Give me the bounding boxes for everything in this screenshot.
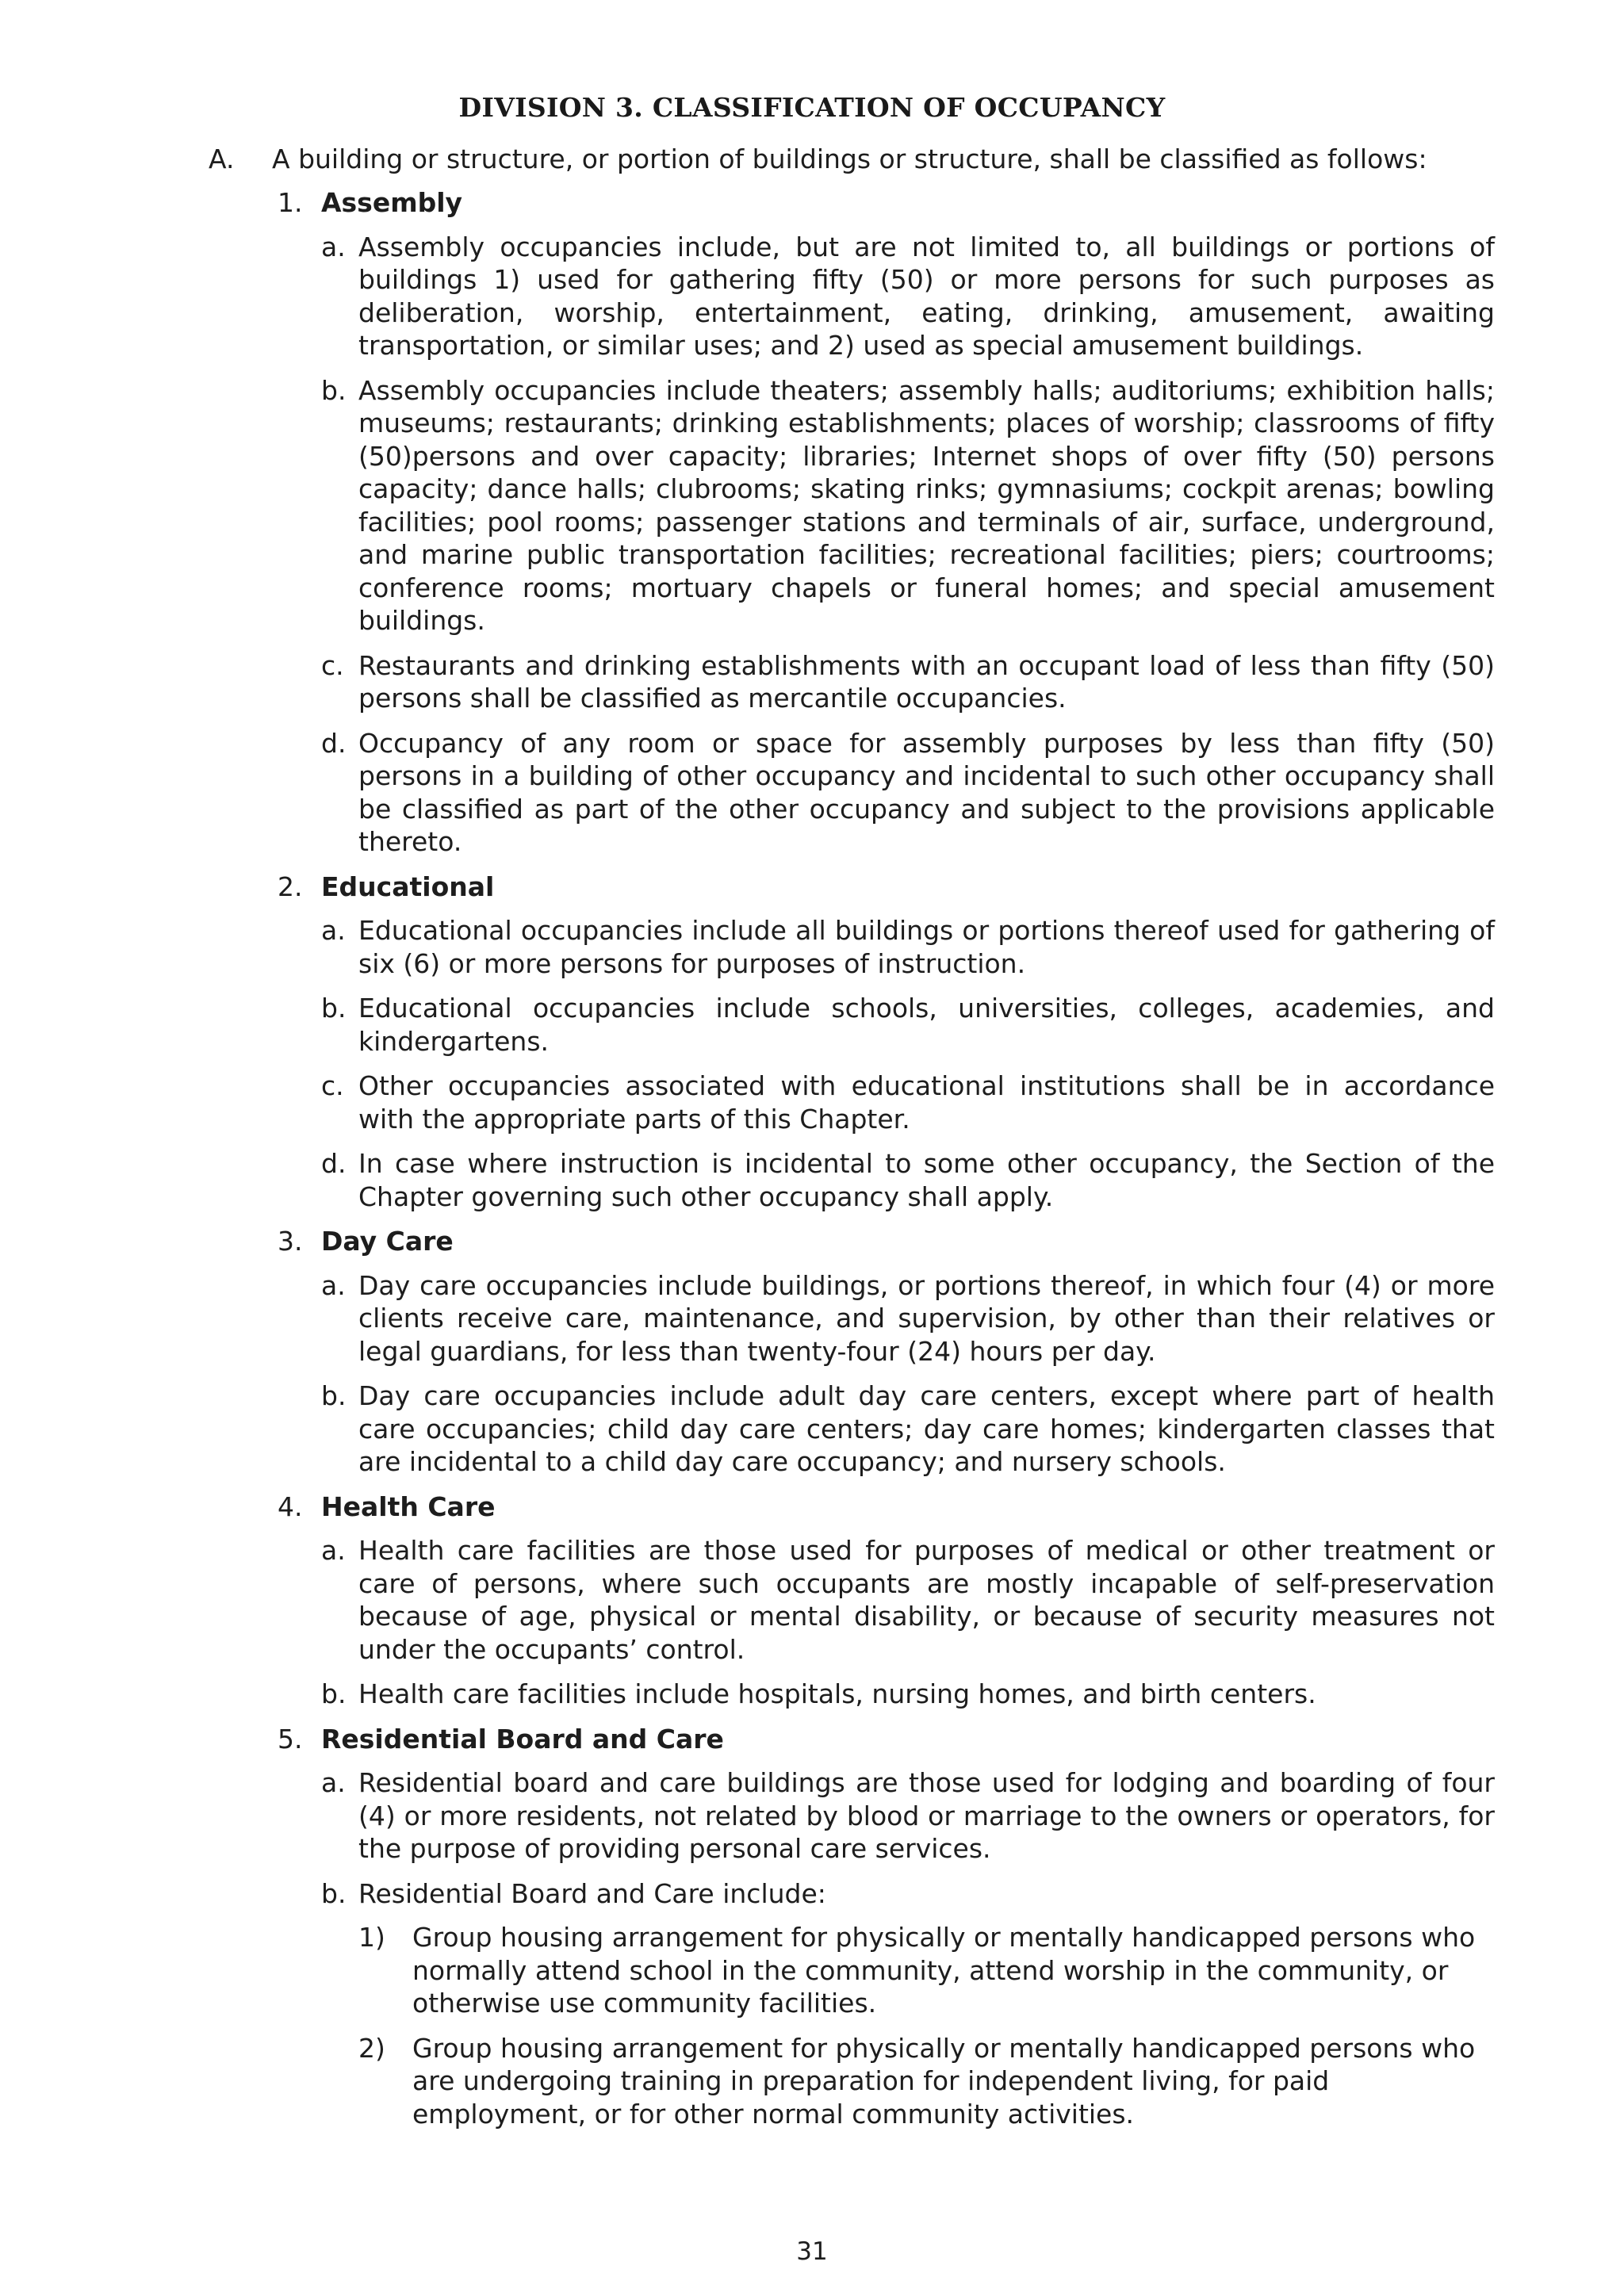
item-number: 4. (278, 1490, 303, 1522)
sub-marker: b. (321, 1380, 347, 1411)
nested-item (358, 2032, 1495, 2131)
sub-marker: a. (321, 1535, 346, 1566)
item-heading: Day Care (321, 1226, 454, 1257)
sub-marker: b. (321, 374, 347, 406)
sub-item (321, 1534, 1495, 1666)
sub-text: Assembly occupancies include, but are not limited to, all buildings or portions of buildings 1) used for gathering fifty (50) or more persons for such purposes as deliberation, worship, entertainment, eating, drinking, amusement, awaiting transportation, or similar uses; and 2) used as special amusement buildings. (358, 231, 1495, 361)
nested-list (358, 1921, 1495, 2130)
nested-marker: 2) (358, 2032, 385, 2064)
sub-marker: b. (321, 993, 347, 1024)
sub-marker: b. (321, 1678, 347, 1709)
item-number: 2. (278, 871, 303, 902)
sub-text: Assembly occupancies include theaters; assembly halls; auditoriums; exhibition halls; museums; restaurants; drinking establishments; places of worship; classrooms of fifty (50)persons and over capacity; libraries; Internet shops of over fifty (50) persons capacity; dance halls; clubrooms; skating rinks; gymnasiums; cockpit arenas; bowling facilities; pool rooms; passenger stations and terminals of air, surface, underground, and marine public transportation facilities; recreational facilities; piers; courtrooms; conference rooms; mortuary chapels or funeral homes; and special amusement buildings. (358, 374, 1495, 636)
sub-text: Residential Board and Care include: (358, 1877, 826, 1909)
sub-item (321, 1070, 1495, 1135)
item-number: 3. (278, 1226, 303, 1257)
sub-list (321, 1269, 1495, 1479)
occupancy-list (278, 186, 1495, 2142)
sub-item (321, 992, 1495, 1058)
sub-item (321, 727, 1495, 859)
sub-item (321, 1766, 1495, 1866)
occupancy-item-health-care (278, 1490, 1495, 1711)
sub-text: Other occupancies associated with educational institutions shall be in accordance with the appropriate parts of this Chapter. (358, 1070, 1495, 1135)
sub-marker: a. (321, 1767, 346, 1798)
sub-text: Educational occupancies include schools, universities, colleges, academies, and kindergartens. (358, 993, 1495, 1057)
item-heading: Educational (321, 871, 495, 902)
item-heading: Health Care (321, 1490, 496, 1522)
item-heading: Residential Board and Care (321, 1723, 724, 1755)
sub-list (321, 1534, 1495, 1711)
occupancy-item-assembly (278, 186, 1495, 859)
sub-item (321, 649, 1495, 715)
sub-text: Day care occupancies include buildings, or portions thereof, in which four (4) or more clients receive care, maintenance, and supervision, by other than their relatives or legal guardians, for less than twenty-four (24) hours per day. (358, 1269, 1495, 1367)
sub-marker: a. (321, 915, 346, 946)
sub-item (321, 1877, 1495, 2131)
sub-text: In case where instruction is incidental to some other occupancy, the Section of the Chapter governing such other occupancy shall apply. (358, 1148, 1495, 1212)
sub-marker: a. (321, 231, 346, 262)
sub-list (321, 914, 1495, 1213)
division-title: DIVISION 3. CLASSIFICATION OF OCCUPANCY (458, 92, 1166, 123)
sub-marker: d. (321, 1148, 347, 1179)
sub-text: Day care occupancies include adult day care centers, except where part of health care occupancies; child day care centers; day care homes; kindergarten classes that are incidental to a child day care occupancy; and nursery schools. (358, 1380, 1495, 1477)
section-a (209, 143, 1493, 176)
sub-text: Residential board and care buildings are those used for lodging and boarding of four (4) or more residents, not related by blood or marriage to the owners or operators, for the purpose of providing personal care services. (358, 1767, 1495, 1864)
section-a-text: A building or structure, or portion of buildings or structure, shall be classified as follows: (272, 144, 1427, 174)
sub-item (321, 1678, 1495, 1711)
item-heading: Assembly (321, 187, 463, 218)
occupancy-item-day-care (278, 1225, 1495, 1479)
nested-text: Group housing arrangement for physically or mentally handicapped persons who are undergoing training in preparation for independent living, for paid employment, or for other normal community activities. (412, 2032, 1476, 2130)
nested-item (358, 1921, 1495, 2020)
sub-text: Occupancy of any room or space for assembly purposes by less than fifty (50) persons in a building of other occupancy and incidental to such other occupancy shall be classified as part of the other occupancy and subject to the provisions applicable thereto. (358, 727, 1495, 857)
item-number: 1. (278, 187, 303, 218)
nested-text: Group housing arrangement for physically or mentally handicapped persons who normally attend school in the community, attend worship in the community, or otherwise use community facilities. (412, 1922, 1476, 2019)
sub-item (321, 1380, 1495, 1479)
page-number: 31 (796, 2237, 828, 2266)
sub-item (321, 374, 1495, 637)
sub-item (321, 1269, 1495, 1368)
section-a-marker: A. (209, 144, 235, 174)
sub-marker: b. (321, 1877, 347, 1909)
sub-item (321, 231, 1495, 362)
occupancy-item-educational (278, 871, 1495, 1214)
sub-marker: a. (321, 1269, 346, 1301)
sub-text: Health care facilities include hospitals, nursing homes, and birth centers. (358, 1678, 1316, 1709)
sub-text: Health care facilities are those used for purposes of medical or other treatment or care of persons, where such occupants are mostly incapable of self-preservation because of age, physical or mental disability, or because of security measures not under the occupants’ control. (358, 1535, 1495, 1665)
sub-text: Restaurants and drinking establishments with an occupant load of less than fifty (50) persons shall be classified as mercantile occupancies. (358, 649, 1495, 714)
sub-item (321, 914, 1495, 980)
occupancy-item-residential-board-and-care (278, 1723, 1495, 2131)
sub-item (321, 1147, 1495, 1213)
sub-list (321, 231, 1495, 859)
item-number: 5. (278, 1723, 303, 1755)
sub-marker: c. (321, 649, 344, 681)
sub-list (321, 1766, 1495, 2130)
sub-marker: d. (321, 727, 347, 759)
sub-marker: c. (321, 1070, 344, 1101)
nested-marker: 1) (358, 1922, 385, 1953)
sub-text: Educational occupancies include all buildings or portions thereof used for gathering of six (6) or more persons for purposes of instruction. (358, 915, 1495, 979)
